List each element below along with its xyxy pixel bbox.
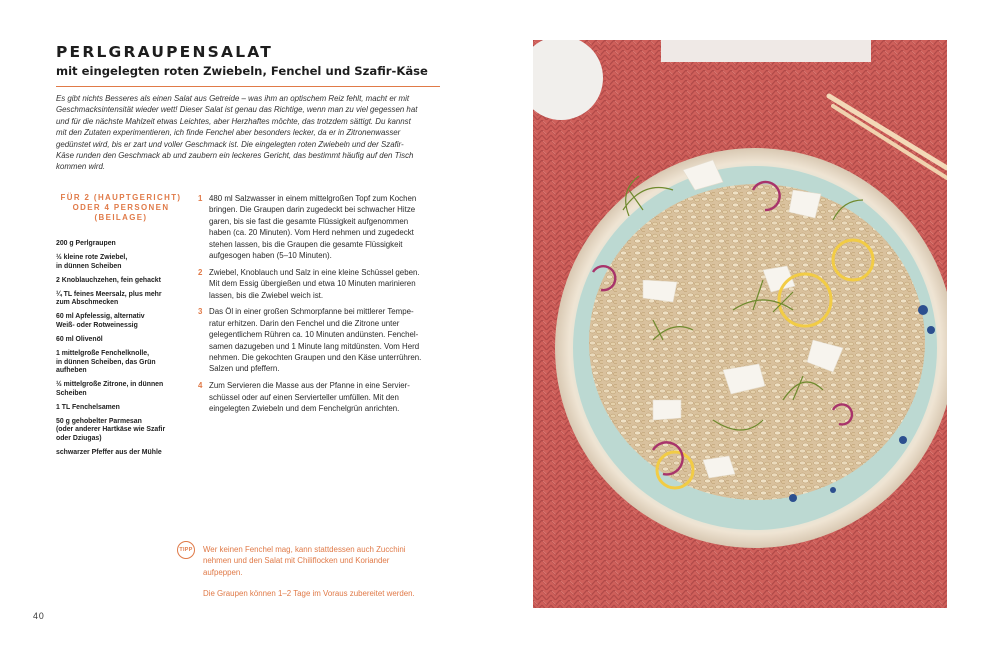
step-line: samen dazugeben und 1 Minute lang mitdünsten. Vom Herd (209, 341, 420, 351)
tip-icon: TIPP (177, 541, 195, 559)
ingredient-item (56, 240, 192, 249)
intro-line: und für die nächste Mahlzeit etwas Leichtes, aber Herzhaftes möchte, das trotzdem sättigt. Du kannst (56, 116, 411, 126)
tip-line: Die Graupen können 1–2 Tage im Voraus zubereitet werden. (203, 589, 415, 599)
step-number: 3 (198, 307, 203, 317)
step-line: schüssel oder auf einen Servierteller umfüllen. Mit den (209, 392, 399, 402)
intro-line: Es gibt nichts Besseres als einen Salat aus Getreide – was ihm an optischem Reiz fehlt, macht er mit (56, 94, 410, 103)
ingredient-line: in dünnen Scheiben (56, 262, 122, 270)
ingredient-item (56, 418, 192, 444)
step-line: garen, bis sie fast die gesamte Flüssigkeit aufgenommen (209, 216, 409, 226)
step-line: Das Öl in einer großen Schmorpfanne bei mittlerer Tempe- (209, 307, 414, 317)
ingredient-line: oder Dziugas) (56, 434, 102, 442)
step-line: ratur erhitzen. Darin den Fenchel und die Zitrone unter (209, 318, 400, 328)
ingredient-line: Weiß- oder Rotweinessig (56, 321, 138, 329)
ingredient-item (56, 254, 192, 271)
step-line: Mit dem Essig übergießen und etwa 10 Minuten marinieren (209, 279, 416, 289)
ingredient-line: 50 g gehobelter Parmesan (56, 417, 142, 425)
tip-paragraph (203, 544, 443, 578)
recipe-title: PERLGRAUPENSALAT (56, 43, 274, 61)
step-number: 2 (198, 267, 203, 277)
tip-line: aufpeppen. (203, 567, 243, 577)
ingredient-item (56, 350, 192, 376)
intro-line: Käse runden den Geschmack ab und zaubern ein leckeres Gericht, das bestimmt häufig auf den Tisch (56, 151, 414, 161)
step-line: aufgesogen haben (5–10 Minuten). (209, 251, 332, 261)
step-line: 480 ml Salzwasser in einem mittelgroßen Topf zum Kochen (209, 194, 417, 203)
barley-salad (589, 184, 925, 500)
step-line: gelegentlichem Rühren ca. 10 Minuten andünsten. Fenchel- (209, 330, 419, 340)
step-line: Zwiebel, Knoblauch und Salz in eine kleine Schüssel geben. (209, 267, 420, 277)
recipe-step (198, 193, 446, 261)
step-line: bringen. Die Graupen darin zugedeckt bei schwacher Hitze (209, 205, 416, 215)
recipe-step (198, 267, 446, 301)
serving-line: (BEILAGE) (94, 212, 148, 222)
ingredient-line: schwarzer Pfeffer aus der Mühle (56, 448, 162, 456)
step-line: lassen, bis die Zwiebel weich ist. (209, 290, 324, 300)
step-number: 1 (198, 194, 203, 203)
ingredient-item (56, 277, 192, 286)
salad-photo (533, 40, 947, 608)
ingredient-line: 1 mittelgroße Fenchelknolle, (56, 350, 150, 358)
ingredient-item (56, 336, 192, 345)
ingredient-line: ¼ TL feines Meersalz, plus mehr (56, 290, 162, 298)
ingredient-line: aufheben (56, 367, 87, 375)
step-list (198, 193, 446, 420)
tip-text (203, 544, 443, 610)
serving-info (56, 193, 186, 222)
step-number: 4 (198, 381, 203, 391)
recipe-subtitle: mit eingelegten roten Zwiebeln, Fenchel und Szafir-Käse (56, 64, 428, 78)
tip-paragraph (203, 588, 443, 599)
intro-line: gedünstet wird, bis er zart und voller Geschmack ist. Die eingelegten roten Zwiebeln und der Szafir- (56, 139, 404, 149)
ingredient-line: in dünnen Scheiben, das Grün (56, 358, 156, 366)
ingredient-line: 1 TL Fenchelsamen (56, 403, 120, 411)
tip-line: Wer keinen Fenchel mag, kann stattdessen auch Zucchini (203, 545, 406, 554)
recipe-intro (56, 93, 448, 173)
ingredient-item (56, 381, 192, 398)
intro-line: Geschmacksintensität wieder wett! Dieser Salat ist genau das Richtige, wenn man zu viel gegessen hat (56, 105, 418, 115)
page-number: 40 (33, 611, 45, 621)
intro-line: mit den Zutaten experimentieren, ich finde Fenchel aber besonders lecker, da er in Zitronenwasser (56, 128, 401, 138)
recipe-step (198, 380, 446, 414)
ingredient-line: Scheiben (56, 389, 87, 397)
step-line: Zum Servieren die Masse aus der Pfanne in eine Servier- (209, 381, 410, 391)
ingredient-line: 60 ml Olivenöl (56, 335, 103, 343)
ingredient-item (56, 313, 192, 330)
ingredient-item (56, 449, 192, 458)
ingredient-line: zum Abschmecken (56, 299, 119, 307)
matchbox (661, 40, 871, 62)
ingredient-line: 60 ml Apfelessig, alternativ (56, 313, 145, 321)
step-line: stehen lassen, bis die Graupen die gesamte Flüssigkeit (209, 239, 403, 249)
step-line: haben (ca. 20 Minuten). Vom Herd nehmen und zugedeckt (209, 228, 414, 238)
ingredient-item (56, 291, 192, 308)
ingredient-line: (oder anderer Hartkäse wie Szafir (56, 426, 166, 434)
ingredient-line: 200 g Perlgraupen (56, 240, 116, 247)
step-line: nehmen. Die gekochten Graupen und den Käse unterrühren. (209, 353, 422, 363)
ingredient-line: ½ kleine rote Zwiebel, (56, 254, 128, 262)
step-line: Salzen und pfeffern. (209, 364, 280, 374)
step-line: eingelegten Zwiebeln und dem Fenchelgrün anrichten. (209, 404, 400, 414)
ingredient-list (56, 240, 192, 463)
serving-line: ODER 4 PERSONEN (72, 202, 170, 212)
ingredient-line: 2 Knoblauchzehen, fein gehackt (56, 276, 161, 284)
serving-line: FÜR 2 (HAUPTGERICHT) (60, 193, 182, 202)
ingredient-line: ½ mittelgroße Zitrone, in dünnen (56, 381, 164, 389)
ingredient-item (56, 404, 192, 413)
title-divider (56, 86, 440, 87)
tip-line: nehmen und den Salat mit Chiliflocken und Koriander (203, 556, 390, 566)
intro-line: kommen wird. (56, 162, 106, 172)
recipe-step (198, 306, 446, 374)
